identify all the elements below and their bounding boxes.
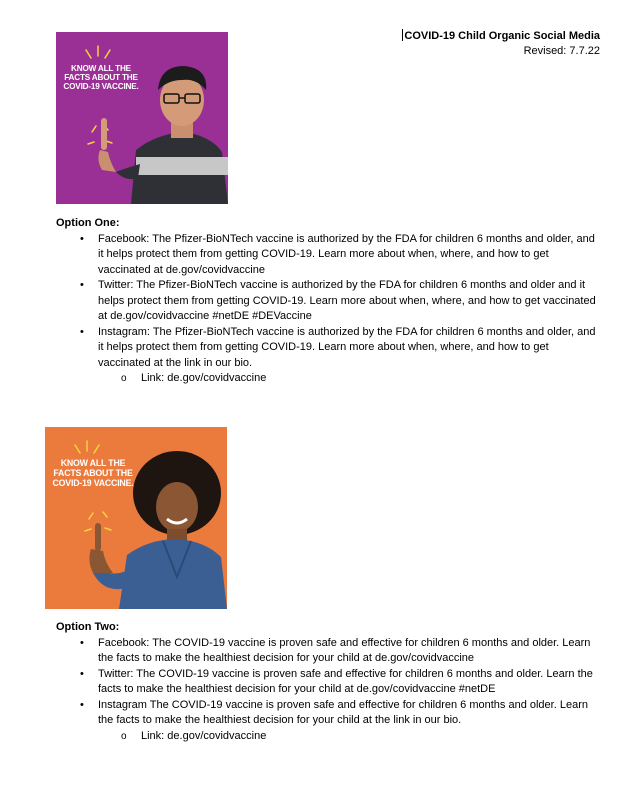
option-one-link: o Link: de.gov/covidvaccine (56, 371, 596, 387)
promo-headline-one: KNOW ALL THE FACTS ABOUT THE COVID-19 VACCINE. (63, 64, 139, 92)
option-two-facebook: • Facebook: The COVID-19 vaccine is proven safe and effective for children 6 months and older. Learn the facts to make the healthiest decision for your child at de.gov/covidvaccine (56, 636, 606, 667)
revised-date: Revised: 7.7.22 (523, 45, 600, 57)
option-one-twitter: • Twitter: The Pfizer-BioNTech vaccine is authorized by the FDA for children 6 months and older and it helps protect them from getting COVID-19. Learn more about when, where, and how to get vaccinated at de.gov/covidvaccine #netDE #DEVaccine (56, 278, 596, 325)
option-one-list (56, 232, 596, 372)
promo-image-option-two (45, 427, 227, 609)
option-one-section (56, 216, 596, 387)
option-one-heading: Option One: (56, 217, 120, 229)
option-two-list (56, 636, 606, 729)
young-woman-illustration (45, 427, 227, 609)
option-two-twitter: • Twitter: The COVID-19 vaccine is proven safe and effective for children 6 months and older. Learn the facts to make the healthiest decision for your child at de.gov/covidvaccine #netDE (56, 667, 606, 698)
option-two-section (56, 620, 606, 744)
teen-boy-illustration (56, 32, 228, 204)
document-header (402, 29, 600, 59)
promo-headline-two: KNOW ALL THE FACTS ABOUT THE COVID-19 VACCINE. (52, 458, 134, 488)
option-one-instagram: • Instagram: The Pfizer-BioNTech vaccine is authorized by the FDA for children 6 months and older, and it helps protect them from getting COVID-19. Learn more about when, where, and how to get vaccinated at the link in our bio. (56, 325, 596, 372)
option-two-heading: Option Two: (56, 621, 120, 633)
option-two-link: o Link: de.gov/covidvaccine (56, 729, 606, 745)
option-two-instagram: • Instagram The COVID-19 vaccine is proven safe and effective for children 6 months and older. Learn the facts to make the healthiest decision for your child at the link in our bio. (56, 698, 606, 729)
promo-image-option-one (56, 32, 228, 204)
document-title: COVID-19 Child Organic Social Media (404, 30, 600, 42)
option-one-facebook: • Facebook: The Pfizer-BioNTech vaccine is authorized by the FDA for children 6 months and older, and it helps protect them from getting COVID-19. Learn more about when, where, and how to get vaccinated at de.gov/covidvaccine (56, 232, 596, 279)
